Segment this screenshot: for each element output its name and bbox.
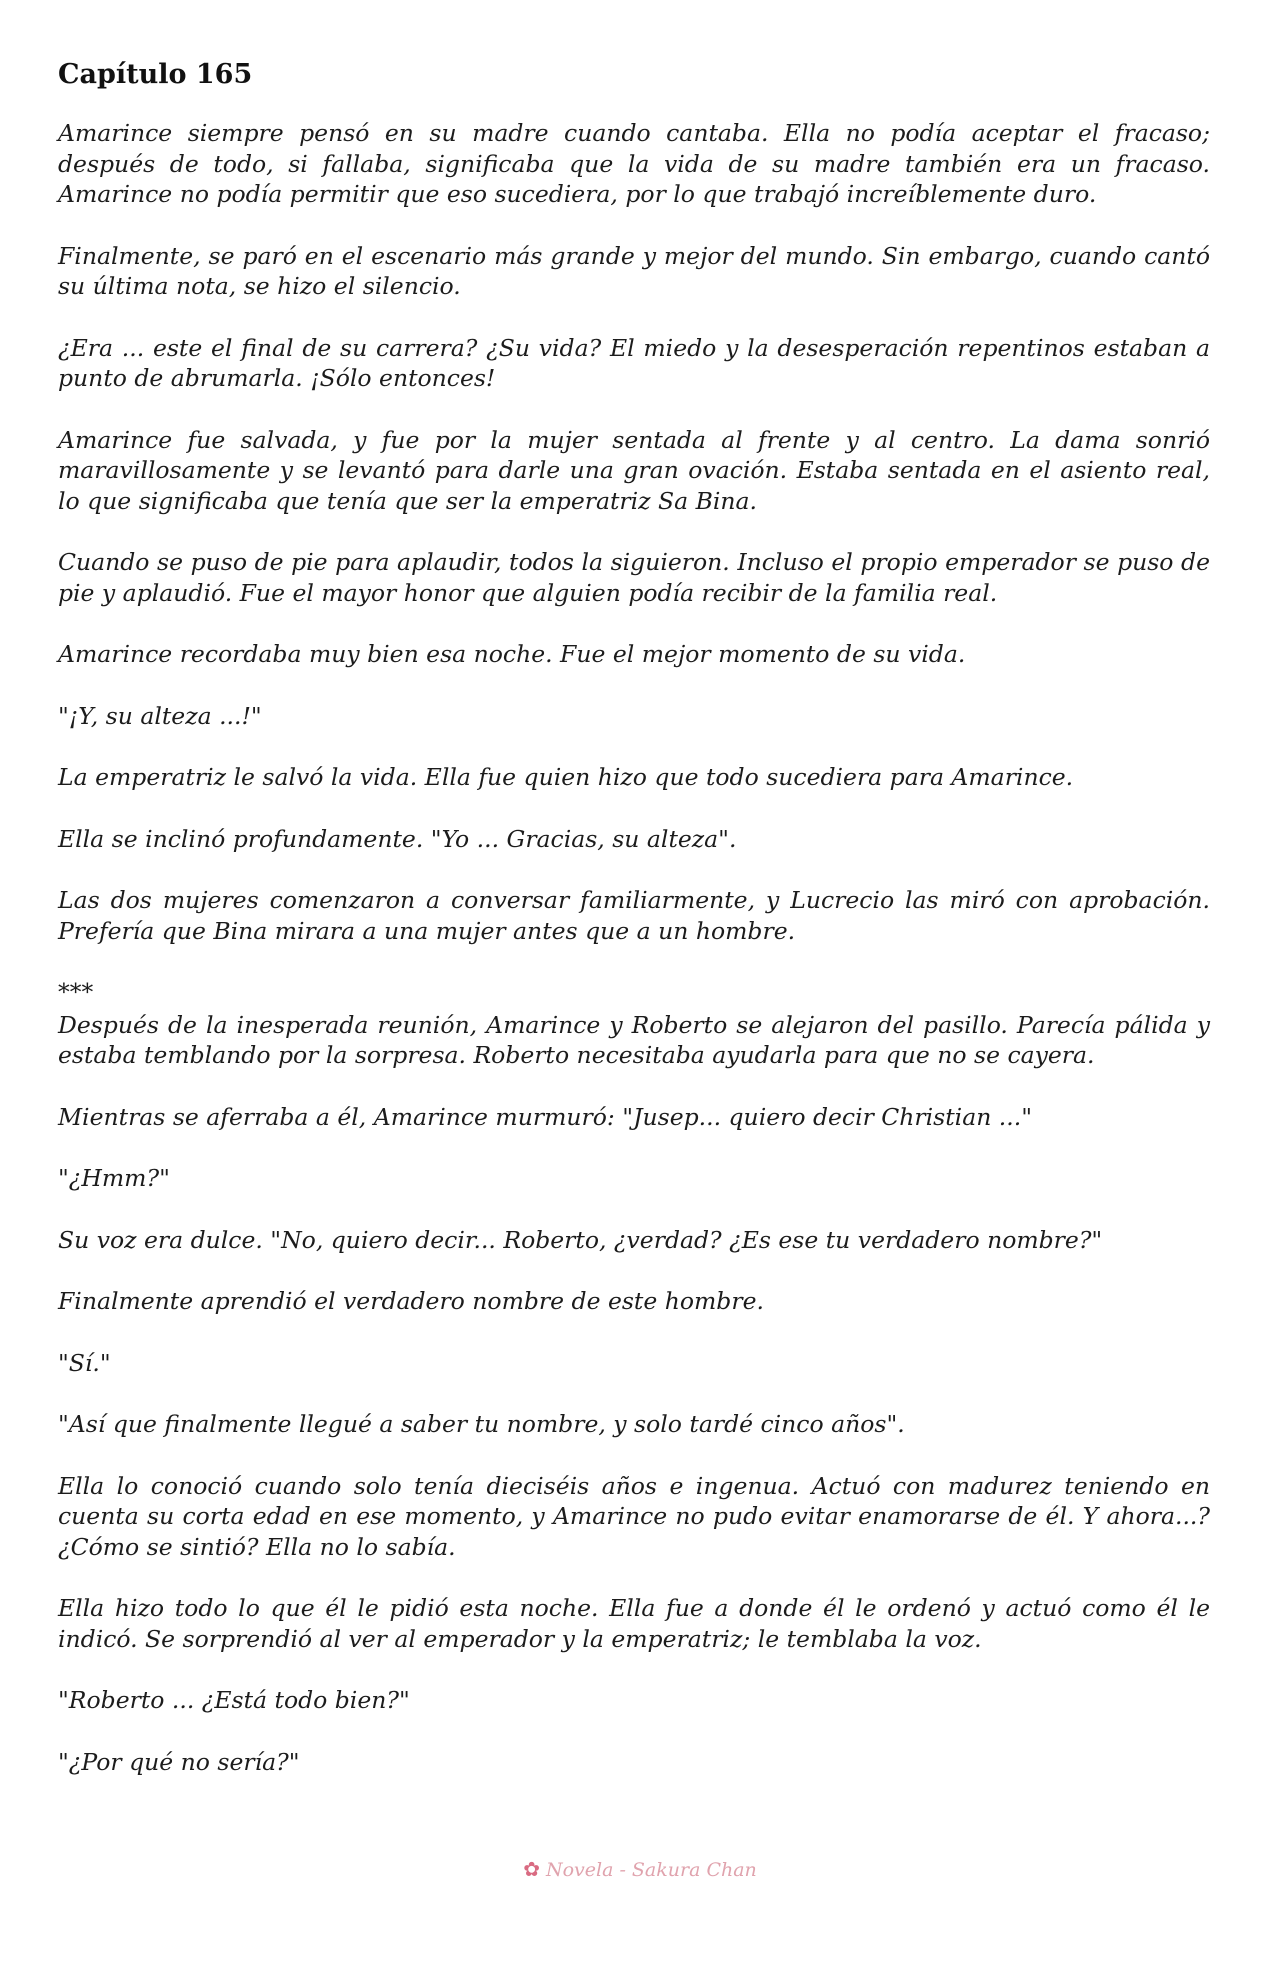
paragraph: Finalmente aprendió el verdadero nombre de este hombre. — [58, 1287, 764, 1315]
paragraph: "Sí." — [58, 1348, 111, 1377]
paragraph: Amarince siempre pensó en su madre cuando cantaba. Ella no podía aceptar el fracaso; después de todo, si fallaba, significaba que la vida de su madre también era un fracaso. Amarince no podía permitir que eso sucediera, por lo que trabajó increíblemente duro. — [58, 119, 1210, 208]
paragraph: Cuando se puso de pie para aplaudir, todos la siguieron. Incluso el propio emperador se puso de pie y aplaudió. Fue el mayor honor que alguien podía recibir de la familia real. — [58, 548, 1210, 607]
paragraph: Ella hizo todo lo que él le pidió esta noche. Ella fue a donde él le ordenó y actuó como él le indicó. Se sorprendió al ver al emperador y la emperatriz; le temblaba la voz. — [58, 1594, 1210, 1653]
paragraph: "¿Por qué no sería?" — [58, 1747, 300, 1776]
paragraph: Ella se inclinó profundamente. "Yo ... Gracias, su alteza". — [58, 824, 737, 853]
paragraph: "¡Y, su alteza ...!" — [58, 701, 262, 730]
paragraph: Ella lo conoció cuando solo tenía dieciséis años e ingenua. Actuó con madurez teniendo en cuenta su corta edad en ese momento, y Amarince no pudo evitar enamorarse de él. Y ahora...? ¿Cómo se sintió? Ella no lo sabía. — [58, 1471, 1210, 1561]
paragraph: Mientras se aferraba a él, Amarince murmuró: "Jusep... quiero decir Christian ..." — [58, 1102, 1033, 1131]
paragraph: ¿Era ... este el final de su carrera? ¿Su vida? El miedo y la desesperación repentinos estaban a punto de abrumarla. ¡Sólo entonces! — [58, 333, 1210, 392]
scene-separator: *** — [58, 978, 94, 1006]
paragraph: "Así que finalmente llegué a saber tu nombre, y solo tardé cinco años". — [58, 1410, 905, 1438]
paragraph: Amarince fue salvada, y fue por la mujer sentada al frente y al centro. La dama sonrió maravillosamente y se levantó para darle una gran ovación. Estaba sentada en el asiento real, lo que significaba que tenía que ser la emperatriz Sa Bina. — [58, 425, 1210, 515]
sakura-flower-icon: ✿ — [523, 1857, 540, 1881]
paragraph: Amarince recordaba muy bien esa noche. Fue el mejor momento de su vida. — [58, 640, 966, 668]
chapter-body — [58, 118, 1210, 1777]
paragraph: Después de la inesperada reunión, Amarince y Roberto se alejaron del pasillo. Parecía pálida y estaba temblando por la sorpresa. Roberto necesitaba ayudarla para que no se cayera. — [58, 1010, 1210, 1069]
paragraph: "Roberto ... ¿Está todo bien?" — [58, 1686, 410, 1714]
watermark-footer — [0, 1857, 1280, 1881]
paragraph: Las dos mujeres comenzaron a conversar familiarmente, y Lucrecio las miró con aprobación. Prefería que Bina mirara a una mujer antes que a un hombre. — [58, 886, 1210, 945]
paragraph: Finalmente, se paró en el escenario más grande y mejor del mundo. Sin embargo, cuando cantó su última nota, se hizo el silencio. — [58, 241, 1210, 300]
paragraph: La emperatriz le salvó la vida. Ella fue quien hizo que todo sucediera para Amarince. — [58, 763, 1074, 791]
paragraph: "¿Hmm?" — [58, 1164, 170, 1192]
watermark-text: Novela - Sakura Chan — [545, 1859, 757, 1881]
paragraph: Su voz era dulce. "No, quiero decir... Roberto, ¿verdad? ¿Es ese tu verdadero nombre?" — [58, 1225, 1103, 1254]
chapter-title: Capítulo 165 — [58, 59, 253, 90]
